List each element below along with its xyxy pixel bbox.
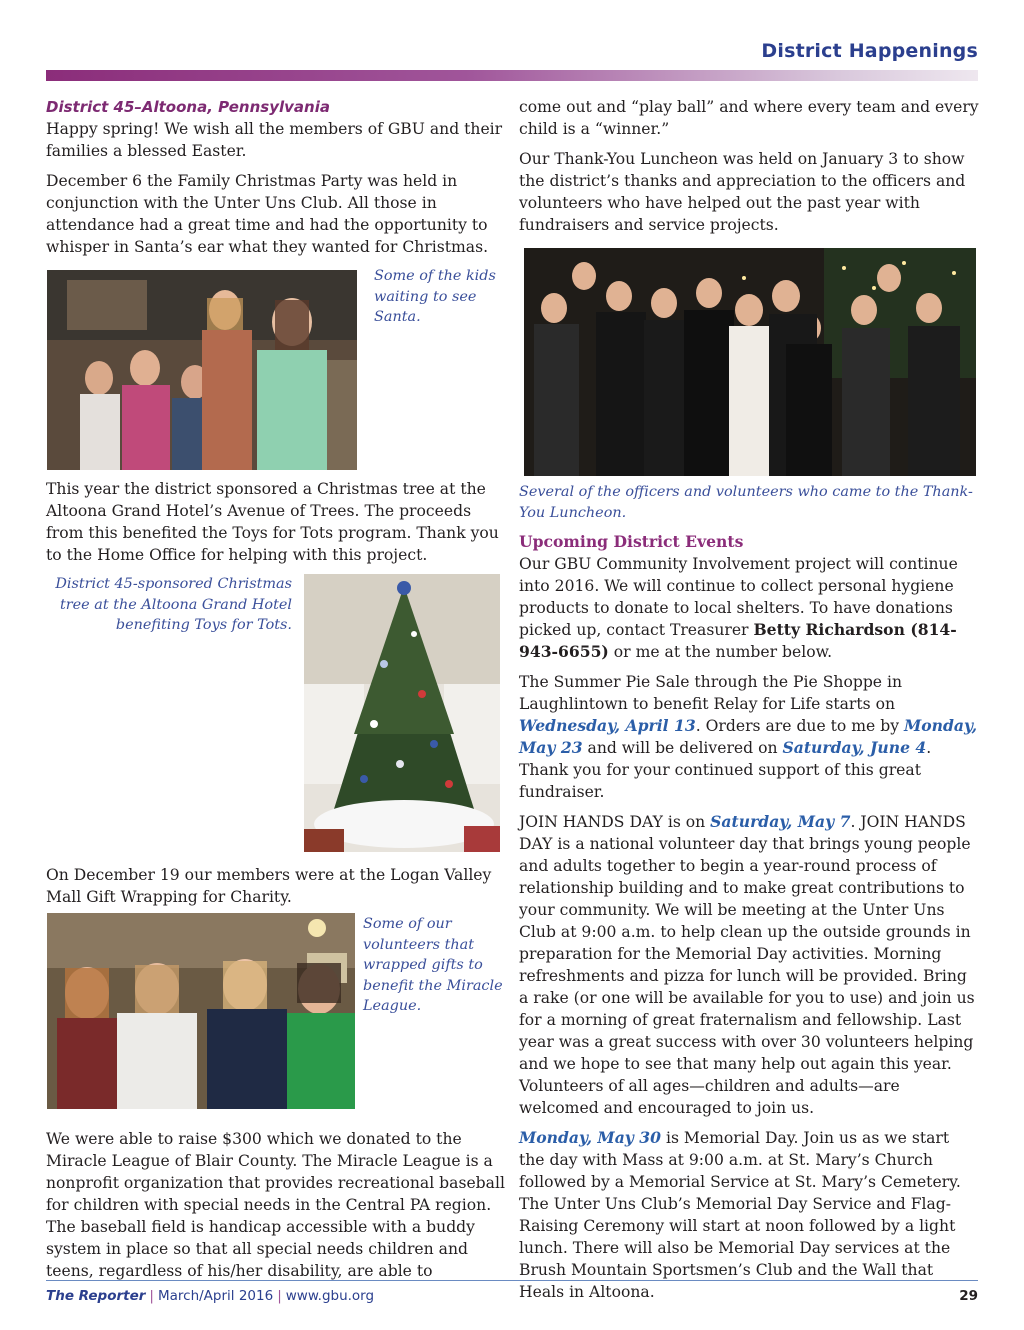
p5-text-a: JOIN HANDS DAY is on	[519, 813, 711, 831]
wrap-figure	[46, 910, 506, 1128]
date-may-30: Monday, May 30	[519, 1128, 661, 1147]
footer-separator: |	[149, 1288, 154, 1304]
left-paragraph-3: This year the district sponsored a Christmas tree at the Altoona Grand Hotel’s Avenue of Trees. The proceeds from this benefited the Toys for Tots program. Thank you to the Home Office for helping with this project.	[46, 480, 499, 564]
website-link[interactable]: www.gbu.org	[285, 1288, 375, 1304]
kids-figure	[46, 266, 506, 478]
p4-text-c: and will be delivered on	[582, 739, 783, 757]
left-paragraph-4: On December 19 our members were at the Logan Valley Mall Gift Wrapping for Charity.	[46, 866, 492, 906]
kids-photo	[47, 270, 357, 470]
p5-text-b: . JOIN HANDS DAY is a national volunteer day that brings young people and adults together to begin a year-round process of relationship building and to make great contributions to your community. We will be meeting at the Unter Uns Club at 9:00 a.m. to help clean up the outside grounds in preparation for the Memorial Day activities. Morning refreshments and pizza for lunch will be provided. Bring a rake (or one will be available for you to use) and join us for a morning of great fraternalism and fellowship. Last year was a great success with over 30 volunteers helping and we hope to see that many help out again this year. Volunteers of all ages—children and adults—are welcomed and encouraged to join us.	[519, 813, 975, 1117]
date-may-23: Monday, May 23	[519, 716, 978, 757]
left-paragraph-1: Happy spring! We wish all the members of GBU and their families a blessed Easter.	[46, 120, 503, 160]
date-june-4: Saturday, June 4	[782, 738, 927, 757]
footer-separator: |	[277, 1288, 282, 1304]
tree-caption: District 45-sponsored Christmas tree at the Altoona Grand Hotel benefiting Toys for Tots.	[55, 576, 292, 633]
upcoming-events-heading: Upcoming District Events	[519, 532, 744, 551]
date-may-7: Saturday, May 7	[710, 812, 851, 831]
section-title: District Happenings	[761, 40, 978, 62]
issue-date: March/April 2016	[157, 1288, 274, 1304]
district-heading: District 45–Altoona, Pennsylvania	[46, 98, 330, 116]
tree-photo	[304, 574, 500, 852]
right-paragraph-5	[519, 811, 979, 1119]
right-paragraph-1: come out and “play ball” and where every team and every child is a “winner.”	[519, 98, 979, 138]
left-paragraph-5: We were able to raise $300 which we donated to the Miracle League of Blair County. The Miracle League is a nonprofit organization that provides recreational baseball for children with special needs in the Central PA region. The baseball field is handicap accessible with a buddy system in place so that all special needs children and teens, regardless of his/her disability, are able to	[46, 1130, 505, 1280]
page-number: 29	[959, 1288, 978, 1304]
p6-text-b: is Memorial Day. Join us as we start the day with Mass at 9:00 a.m. at St. Mary’s Church followed by a Memorial Service at St. Mary’s Cemetery. The Unter Uns Club’s Memorial Day Service and Flag-Raising Ceremony will start at noon followed by a light lunch. There will also be Memorial Day services at the Brush Mountain Sportsmen’s Club and the Wall that Heals in Altoona.	[519, 1129, 961, 1301]
luncheon-caption: Several of the officers and volunteers who came to the Thank-You Luncheon.	[519, 484, 973, 521]
publication-name: The Reporter	[46, 1288, 146, 1304]
left-column	[46, 96, 506, 1290]
p3-text-b: or me at the number below.	[608, 643, 833, 661]
right-column	[519, 96, 979, 1311]
luncheon-figure	[519, 244, 979, 482]
p4-text-b: . Orders are due to me by	[695, 717, 904, 735]
footer-rule	[46, 1280, 978, 1281]
treasurer-contact: Betty Richardson (814-943-6655)	[519, 620, 957, 661]
right-paragraph-4	[519, 671, 979, 803]
wrap-photo	[47, 913, 355, 1109]
right-paragraph-6	[519, 1127, 979, 1303]
date-april-13: Wednesday, April 13	[519, 716, 696, 735]
luncheon-photo	[524, 248, 976, 476]
tree-figure	[46, 574, 506, 864]
right-paragraph-3	[519, 553, 979, 663]
kids-caption: Some of the kids waiting to see Santa.	[374, 268, 496, 325]
header-gradient-bar	[46, 70, 978, 81]
p4-text-a: The Summer Pie Sale through the Pie Shoppe in Laughlintown to benefit Relay for Life starts on	[519, 673, 903, 713]
p4-text-e: . Thank you for your continued support of this great fundraiser.	[519, 739, 932, 801]
right-paragraph-2: Our Thank-You Luncheon was held on January 3 to show the district’s thanks and appreciation to the officers and volunteers who have helped out the past year with fundraisers and service projects.	[519, 150, 966, 234]
left-paragraph-2: December 6 the Family Christmas Party was held in conjunction with the Unter Uns Club. All those in attendance had a great time and had the opportunity to whisper in Santa’s ear what they wanted for Christmas.	[46, 172, 489, 256]
p3-text-a: Our GBU Community Involvement project will continue into 2016. We will continue to collect personal hygiene products to donate to local shelters. To have donations picked up, contact Treasurer	[519, 555, 958, 639]
footer	[46, 1288, 978, 1304]
wrap-caption: Some of our volunteers that wrapped gifts to benefit the Miracle League.	[363, 916, 503, 1014]
